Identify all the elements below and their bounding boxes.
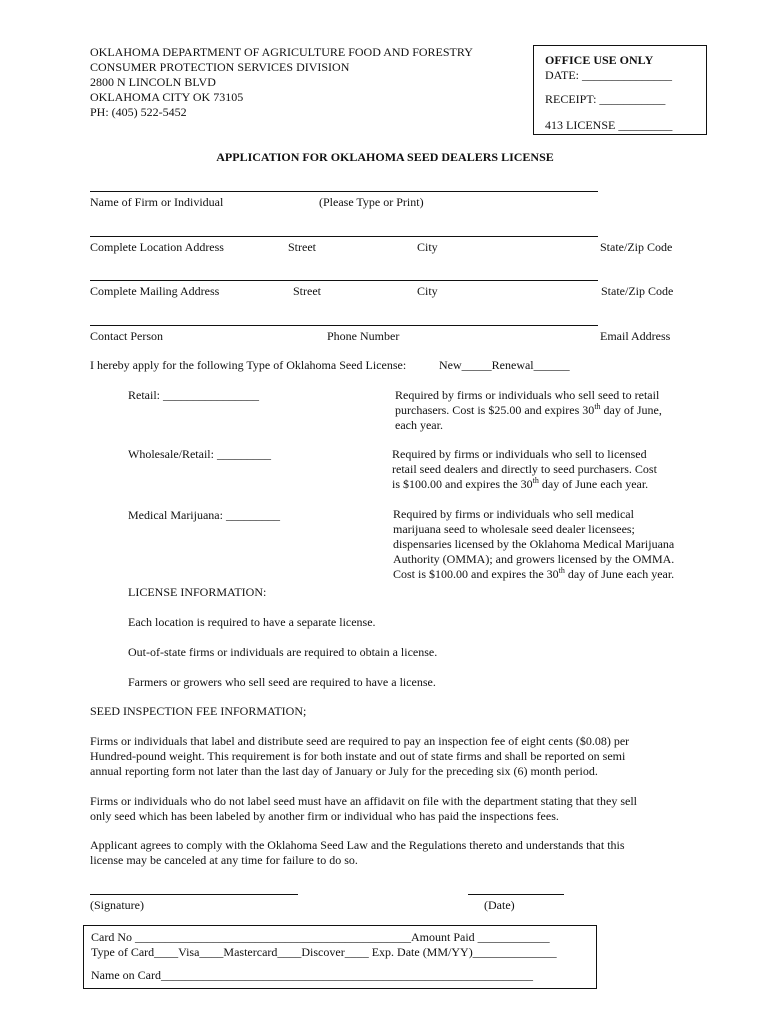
location-address-label: Complete Location Address bbox=[90, 240, 224, 254]
new-renewal-field[interactable]: New_____Renewal______ bbox=[439, 358, 570, 372]
retail-desc-line: each year. bbox=[395, 418, 443, 432]
mailing-address-label: Complete Mailing Address bbox=[90, 284, 220, 298]
license-info-item: Out-of-state firms or individuals are required to obtain a license. bbox=[128, 645, 438, 659]
contact-person-label: Contact Person bbox=[90, 329, 163, 343]
name-on-card-field[interactable]: Name on Card______________________________________________________________ bbox=[91, 968, 533, 982]
fee-paragraph-2: Firms or individuals who do not label seed must have an affidavit on file with the department stating that they sell only seed which has been labeled by another firm or individual who has paid the inspections fees. bbox=[90, 794, 638, 823]
mailing-city-label: City bbox=[417, 284, 438, 298]
email-address-label: Email Address bbox=[600, 329, 671, 343]
fee-info-heading: SEED INSPECTION FEE INFORMATION; bbox=[90, 704, 307, 718]
mailing-address-input-line[interactable] bbox=[90, 280, 598, 281]
office-license-field[interactable]: 413 LICENSE _________ bbox=[545, 118, 673, 132]
phone-number-label: Phone Number bbox=[327, 329, 400, 343]
department-header bbox=[90, 45, 473, 120]
retail-description bbox=[395, 388, 695, 433]
contact-input-line[interactable] bbox=[90, 325, 598, 326]
firm-name-input-line[interactable] bbox=[90, 191, 598, 192]
license-info-heading: LICENSE INFORMATION: bbox=[128, 585, 267, 599]
location-city-label: City bbox=[417, 240, 438, 254]
medical-marijuana-license-field[interactable]: Medical Marijuana: _________ bbox=[128, 508, 280, 522]
signature-label: (Signature) bbox=[90, 898, 144, 912]
payment-box bbox=[83, 925, 597, 989]
office-receipt-field[interactable]: RECEIPT: ___________ bbox=[545, 92, 666, 106]
mm-desc-line: marijuana seed to wholesale seed dealer licensees; bbox=[393, 522, 635, 536]
apply-statement: I hereby apply for the following Type of Oklahoma Seed License: bbox=[90, 358, 407, 372]
mailing-statezip-label: State/Zip Code bbox=[601, 284, 674, 298]
wholesale-retail-license-field[interactable]: Wholesale/Retail: _________ bbox=[128, 447, 271, 461]
form-title: APPLICATION FOR OKLAHOMA SEED DEALERS LICENSE bbox=[216, 150, 554, 164]
retail-license-field[interactable]: Retail: ________________ bbox=[128, 388, 259, 402]
license-info-item: Farmers or growers who sell seed are required to have a license. bbox=[128, 675, 436, 689]
mm-desc-line: dispensaries licensed by the Oklahoma Medical Marijuana bbox=[393, 537, 675, 551]
location-street-label: Street bbox=[288, 240, 316, 254]
retail-desc-line: Required by firms or individuals who sell seed to retail bbox=[395, 388, 660, 402]
office-use-box bbox=[533, 45, 707, 135]
mm-desc-line: Authority (OMMA); and growers licensed by the OMMA. bbox=[393, 552, 675, 566]
mm-desc-line: Required by firms or individuals who sell medical bbox=[393, 507, 634, 521]
wholesale-desc-line: is $100.00 and expires the 30th day of June each year. bbox=[392, 476, 649, 491]
mm-desc-line: Cost is $100.00 and expires the 30th day of June each year. bbox=[393, 566, 675, 581]
city-state-zip: OKLAHOMA CITY OK 73105 bbox=[90, 90, 244, 104]
location-address-input-line[interactable] bbox=[90, 236, 598, 237]
wholesale-desc-line: Required by firms or individuals who sell to licensed bbox=[392, 447, 647, 461]
wholesale-description bbox=[392, 447, 692, 492]
retail-desc-line: purchasers. Cost is $25.00 and expires 30th day of June, bbox=[395, 402, 662, 417]
medical-marijuana-description bbox=[393, 507, 703, 582]
division-name: CONSUMER PROTECTION SERVICES DIVISION bbox=[90, 60, 350, 74]
date-label: (Date) bbox=[484, 898, 515, 912]
mailing-street-label: Street bbox=[293, 284, 321, 298]
signature-input-line[interactable] bbox=[90, 894, 298, 895]
card-number-field[interactable]: Card No ______________________________________________Amount Paid ____________ bbox=[91, 930, 550, 944]
agreement-paragraph: Applicant agrees to comply with the Oklahoma Seed Law and the Regulations thereto and understands that this license may be canceled at any time for failure to do so. bbox=[90, 838, 625, 867]
wholesale-desc-line: retail seed dealers and directly to seed purchasers. Cost bbox=[392, 462, 657, 476]
firm-name-label: Name of Firm or Individual bbox=[90, 195, 224, 209]
location-statezip-label: State/Zip Code bbox=[600, 240, 673, 254]
fee-paragraph-1: Firms or individuals that label and distribute seed are required to pay an inspection fee of eight cents ($0.08) per Hundred-pound weight. This requirement is for both instate and out of state firms and shall be reported on semi annual reporting form not later than the last day of January or July for the preceding six (6) month period. bbox=[90, 734, 630, 778]
phone-number: PH: (405) 522-5452 bbox=[90, 105, 187, 119]
license-info-item: Each location is required to have a separate license. bbox=[128, 615, 376, 629]
card-type-field[interactable]: Type of Card____Visa____Mastercard____Discover____ Exp. Date (MM/YY)______________ bbox=[91, 945, 557, 959]
street-address: 2800 N LINCOLN BLVD bbox=[90, 75, 216, 89]
department-name: OKLAHOMA DEPARTMENT OF AGRICULTURE FOOD AND FORESTRY bbox=[90, 45, 473, 59]
office-date-field[interactable]: DATE: _______________ bbox=[545, 68, 672, 82]
office-use-title: OFFICE USE ONLY bbox=[545, 53, 654, 67]
firm-name-hint: (Please Type or Print) bbox=[319, 195, 424, 209]
date-input-line[interactable] bbox=[468, 894, 564, 895]
